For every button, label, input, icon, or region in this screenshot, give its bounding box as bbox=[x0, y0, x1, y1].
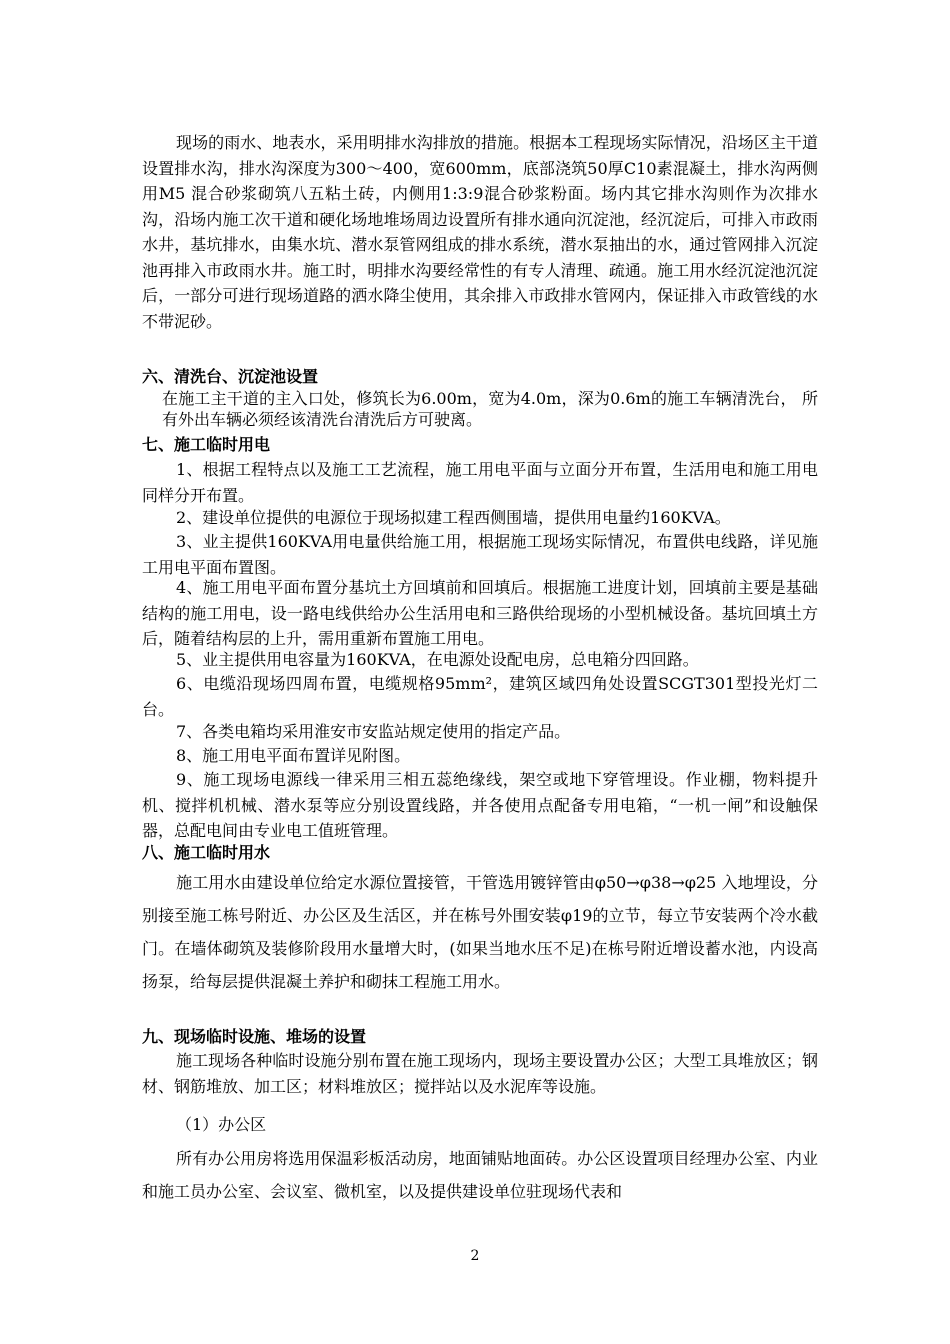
section9-paragraph bbox=[142, 1048, 818, 1099]
section8-paragraph bbox=[142, 866, 818, 998]
section7-item-6-text: 6、电缆沿现场四周布置，电缆规格95mm²，建筑区域四角处设置SCGT301型投光灯二台。 bbox=[142, 674, 818, 719]
section7-item-5-text: 5、业主提供用电容量为160KVA，在电源处设配电房，总电箱分四回路。 bbox=[176, 650, 699, 669]
section7-item-1 bbox=[142, 457, 818, 508]
drainage-paragraph bbox=[142, 130, 818, 334]
section6-text: 在施工主干道的主入口处，修筑长为6.00m，宽为4.0m，深为0.6m的施工车辆清洗台， 所有外出车辆必须经该清洗台清洗后方可驶离。 bbox=[162, 389, 818, 429]
section9-sub1-text: 所有办公用房将选用保温彩板活动房，地面铺贴地面砖。办公区设置项目经理办公室、内业和施工员办公室、会议室、微机室，以及提供建设单位驻现场代表和 bbox=[142, 1149, 818, 1201]
section7-item-3 bbox=[142, 529, 818, 580]
section7-item-6 bbox=[142, 671, 818, 722]
section7-item-3-text: 3、业主提供160KVA用电量供给施工用，根据施工现场实际情况，布置供电线路，详见施工用电平面布置图。 bbox=[142, 532, 818, 577]
section7-item-1-text: 1、根据工程特点以及施工工艺流程，施工用电平面与立面分开布置，生活用电和施工用电同样分开布置。 bbox=[142, 460, 818, 505]
section8-title: 八、施工临时用水 bbox=[142, 843, 271, 862]
section9-sub1-paragraph bbox=[142, 1142, 818, 1208]
section6-title: 六、清洗台、沉淀池设置 bbox=[142, 367, 319, 386]
section7-item-7-text: 7、各类电箱均采用淮安市安监站规定使用的指定产品。 bbox=[176, 722, 571, 741]
section7-item-4-text: 4、施工用电平面布置分基坑土方回填前和回填后。根据施工进度计划，回填前主要是基础结构的施工用电，设一路电线供给办公生活用电和三路供给现场的小型机械设备。基坑回填土方后，随着结构层的上升，需用重新布置施工用电。 bbox=[142, 578, 818, 648]
section9-title: 九、现场临时设施、堆场的设置 bbox=[142, 1027, 367, 1046]
section7-item-5 bbox=[142, 647, 818, 673]
section7-item-9 bbox=[142, 767, 818, 844]
section8-text: 施工用水由建设单位给定水源位置接管，干管选用镀锌管由φ50→φ38→φ25 入地埋设，分别接至施工栋号附近、办公区及生活区，并在栋号外围安装φ19的立节，每立节安装两个冷水截门。在墙体砌筑及装修阶段用水量增大时，(如果当地水压不足)在栋号附近增设蓄水池，内设高扬泵，给每层提供混凝土养护和砌抹工程施工用水。 bbox=[142, 873, 818, 991]
section7-title: 七、施工临时用电 bbox=[142, 435, 271, 454]
section9-text: 施工现场各种临时设施分别布置在施工现场内，现场主要设置办公区；大型工具堆放区；钢材、钢筋堆放、加工区；材料堆放区；搅拌站以及水泥库等设施。 bbox=[142, 1051, 818, 1096]
section7-item-7 bbox=[142, 719, 818, 745]
section7-item-2-text: 2、建设单位提供的电源位于现场拟建工程西侧围墙，提供用电量约160KVA。 bbox=[176, 508, 731, 527]
section7-item-9-text: 9、施工现场电源线一律采用三相五蕊绝缘线，架空或地下穿管埋设。作业棚，物料提升机、搅拌机机械、潜水泵等应分别设置线路，并各使用点配备专用电箱，“一机一闸”和设触保器，总配电间由专业电工值班管理。 bbox=[142, 770, 818, 840]
section9-sub1 bbox=[142, 1112, 818, 1138]
drainage-text: 现场的雨水、地表水，采用明排水沟排放的措施。根据本工程现场实际情况，沿场区主干道设置排水沟，排水沟深度为300～400，宽600mm，底部浇筑50厚C10素混凝土，排水沟两侧用M5 混合砂浆砌筑八五粘土砖，内侧用1:3:9混合砂浆粉面。场内其它排水沟则作为次排水沟，沿场内施工次干道和硬化场地堆场周边设置所有排水通向沉淀池，经沉淀后，可排入市政雨水井，基坑排水，由集水坑、潜水泵管网组成的排水系统，潜水泵抽出的水，通过管网排入沉淀池再排入市政雨水井。施工时，明排水沟要经常性的有专人清理、疏通。施工用水经沉淀池沉淀后，一部分可进行现场道路的洒水降尘使用，其余排入市政排水管网内，保证排入市政管线的水不带泥砂。 bbox=[142, 133, 818, 331]
section7-item-2 bbox=[142, 505, 818, 531]
page-number: 2 bbox=[470, 1248, 480, 1264]
section9-sub1-label: （1）办公区 bbox=[176, 1115, 267, 1134]
section7-item-4 bbox=[142, 575, 818, 652]
section7-item-8-text: 8、施工用电平面布置详见附图。 bbox=[176, 746, 411, 765]
section7-item-8 bbox=[142, 743, 818, 769]
